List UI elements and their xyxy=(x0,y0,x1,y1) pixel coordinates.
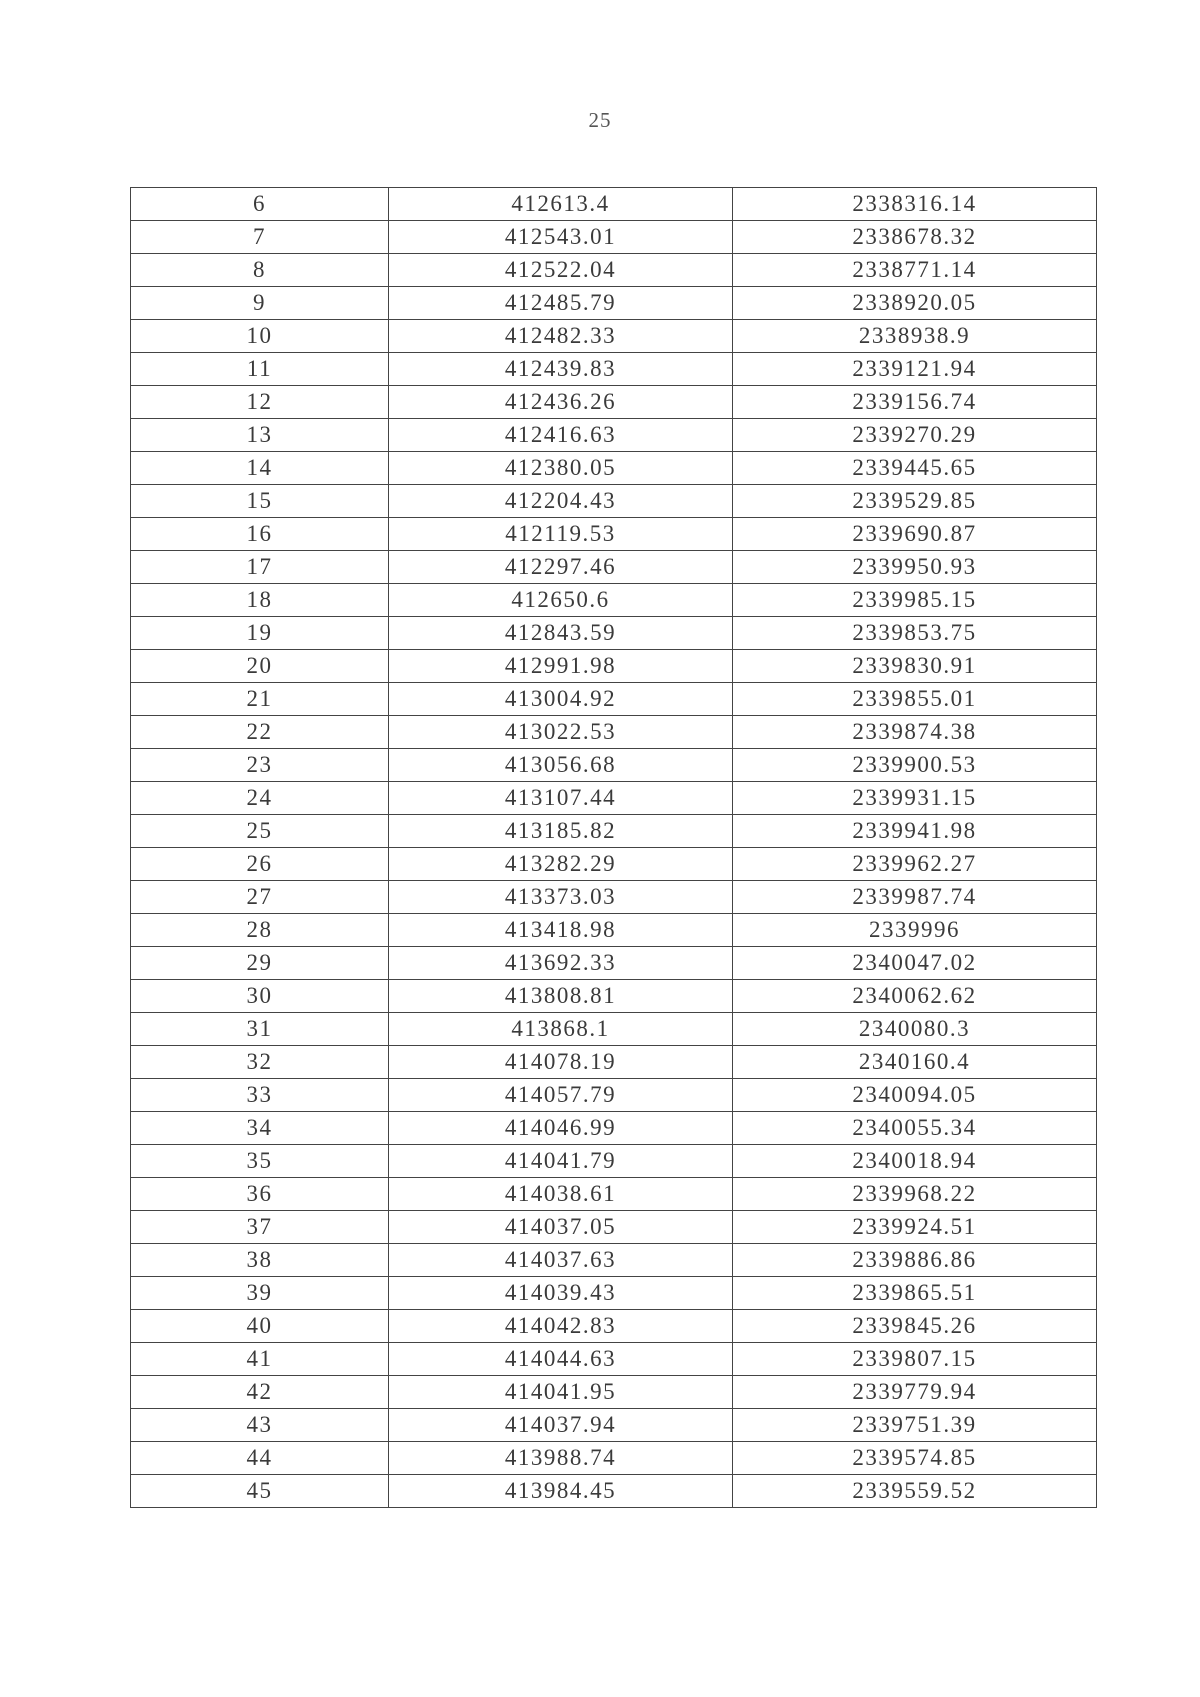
x-coordinate-cell: 414041.95 xyxy=(389,1376,733,1409)
table-row xyxy=(131,353,1097,386)
table-row xyxy=(131,1343,1097,1376)
y-coordinate-cell: 2339559.52 xyxy=(733,1475,1097,1508)
x-coordinate-cell: 413692.33 xyxy=(389,947,733,980)
table-row xyxy=(131,419,1097,452)
table-row xyxy=(131,716,1097,749)
table-row xyxy=(131,1310,1097,1343)
table-row xyxy=(131,617,1097,650)
point-number-cell: 36 xyxy=(131,1178,389,1211)
table-row xyxy=(131,518,1097,551)
point-number-cell: 28 xyxy=(131,914,389,947)
x-coordinate-cell: 414038.61 xyxy=(389,1178,733,1211)
point-number-cell: 8 xyxy=(131,254,389,287)
y-coordinate-cell: 2339950.93 xyxy=(733,551,1097,584)
x-coordinate-cell: 412119.53 xyxy=(389,518,733,551)
y-coordinate-cell: 2339931.15 xyxy=(733,782,1097,815)
y-coordinate-cell: 2339751.39 xyxy=(733,1409,1097,1442)
x-coordinate-cell: 412991.98 xyxy=(389,650,733,683)
point-number-cell: 25 xyxy=(131,815,389,848)
y-coordinate-cell: 2339156.74 xyxy=(733,386,1097,419)
point-number-cell: 18 xyxy=(131,584,389,617)
x-coordinate-cell: 412522.04 xyxy=(389,254,733,287)
y-coordinate-cell: 2339987.74 xyxy=(733,881,1097,914)
point-number-cell: 10 xyxy=(131,320,389,353)
point-number-cell: 37 xyxy=(131,1211,389,1244)
point-number-cell: 16 xyxy=(131,518,389,551)
point-number-cell: 22 xyxy=(131,716,389,749)
x-coordinate-cell: 412543.01 xyxy=(389,221,733,254)
x-coordinate-cell: 412380.05 xyxy=(389,452,733,485)
y-coordinate-cell: 2339270.29 xyxy=(733,419,1097,452)
y-coordinate-cell: 2339886.86 xyxy=(733,1244,1097,1277)
table-row xyxy=(131,1376,1097,1409)
table-row xyxy=(131,485,1097,518)
x-coordinate-cell: 413107.44 xyxy=(389,782,733,815)
x-coordinate-cell: 412416.63 xyxy=(389,419,733,452)
point-number-cell: 6 xyxy=(131,188,389,221)
x-coordinate-cell: 413988.74 xyxy=(389,1442,733,1475)
table-row xyxy=(131,254,1097,287)
point-number-cell: 17 xyxy=(131,551,389,584)
point-number-cell: 26 xyxy=(131,848,389,881)
x-coordinate-cell: 412613.4 xyxy=(389,188,733,221)
x-coordinate-cell: 414044.63 xyxy=(389,1343,733,1376)
y-coordinate-cell: 2339529.85 xyxy=(733,485,1097,518)
point-number-cell: 23 xyxy=(131,749,389,782)
x-coordinate-cell: 412297.46 xyxy=(389,551,733,584)
point-number-cell: 45 xyxy=(131,1475,389,1508)
point-number-cell: 30 xyxy=(131,980,389,1013)
table-row xyxy=(131,1475,1097,1508)
table-row xyxy=(131,320,1097,353)
table-row xyxy=(131,914,1097,947)
y-coordinate-cell: 2339900.53 xyxy=(733,749,1097,782)
table-row xyxy=(131,221,1097,254)
y-coordinate-cell: 2339445.65 xyxy=(733,452,1097,485)
table-row xyxy=(131,947,1097,980)
point-number-cell: 32 xyxy=(131,1046,389,1079)
x-coordinate-cell: 414037.63 xyxy=(389,1244,733,1277)
y-coordinate-cell: 2339985.15 xyxy=(733,584,1097,617)
point-number-cell: 19 xyxy=(131,617,389,650)
y-coordinate-cell: 2339807.15 xyxy=(733,1343,1097,1376)
y-coordinate-cell: 2340062.62 xyxy=(733,980,1097,1013)
x-coordinate-cell: 414039.43 xyxy=(389,1277,733,1310)
y-coordinate-cell: 2339690.87 xyxy=(733,518,1097,551)
point-number-cell: 20 xyxy=(131,650,389,683)
table-row xyxy=(131,782,1097,815)
table-row xyxy=(131,1409,1097,1442)
y-coordinate-cell: 2339996 xyxy=(733,914,1097,947)
table-row xyxy=(131,1211,1097,1244)
y-coordinate-cell: 2339845.26 xyxy=(733,1310,1097,1343)
x-coordinate-cell: 414057.79 xyxy=(389,1079,733,1112)
y-coordinate-cell: 2339855.01 xyxy=(733,683,1097,716)
table-row xyxy=(131,551,1097,584)
point-number-cell: 40 xyxy=(131,1310,389,1343)
table-row xyxy=(131,386,1097,419)
x-coordinate-cell: 414041.79 xyxy=(389,1145,733,1178)
point-number-cell: 39 xyxy=(131,1277,389,1310)
point-number-cell: 14 xyxy=(131,452,389,485)
x-coordinate-cell: 413022.53 xyxy=(389,716,733,749)
y-coordinate-cell: 2339941.98 xyxy=(733,815,1097,848)
y-coordinate-cell: 2339779.94 xyxy=(733,1376,1097,1409)
y-coordinate-cell: 2340080.3 xyxy=(733,1013,1097,1046)
x-coordinate-cell: 413373.03 xyxy=(389,881,733,914)
y-coordinate-cell: 2339962.27 xyxy=(733,848,1097,881)
table-row xyxy=(131,1442,1097,1475)
table-row xyxy=(131,452,1097,485)
y-coordinate-cell: 2339830.91 xyxy=(733,650,1097,683)
point-number-cell: 9 xyxy=(131,287,389,320)
table-row xyxy=(131,1277,1097,1310)
x-coordinate-cell: 413056.68 xyxy=(389,749,733,782)
y-coordinate-cell: 2340018.94 xyxy=(733,1145,1097,1178)
table-row xyxy=(131,1178,1097,1211)
y-coordinate-cell: 2340160.4 xyxy=(733,1046,1097,1079)
point-number-cell: 15 xyxy=(131,485,389,518)
point-number-cell: 29 xyxy=(131,947,389,980)
x-coordinate-cell: 414042.83 xyxy=(389,1310,733,1343)
y-coordinate-cell: 2338920.05 xyxy=(733,287,1097,320)
point-number-cell: 34 xyxy=(131,1112,389,1145)
point-number-cell: 38 xyxy=(131,1244,389,1277)
point-number-cell: 21 xyxy=(131,683,389,716)
y-coordinate-cell: 2339865.51 xyxy=(733,1277,1097,1310)
y-coordinate-cell: 2339874.38 xyxy=(733,716,1097,749)
table-row xyxy=(131,1112,1097,1145)
x-coordinate-cell: 413984.45 xyxy=(389,1475,733,1508)
x-coordinate-cell: 414037.05 xyxy=(389,1211,733,1244)
y-coordinate-cell: 2340047.02 xyxy=(733,947,1097,980)
x-coordinate-cell: 412482.33 xyxy=(389,320,733,353)
y-coordinate-cell: 2339574.85 xyxy=(733,1442,1097,1475)
table-row xyxy=(131,584,1097,617)
coordinate-table-body xyxy=(131,188,1097,1508)
table-row xyxy=(131,188,1097,221)
table-row xyxy=(131,1145,1097,1178)
x-coordinate-cell: 412485.79 xyxy=(389,287,733,320)
y-coordinate-cell: 2340094.05 xyxy=(733,1079,1097,1112)
point-number-cell: 24 xyxy=(131,782,389,815)
table-row xyxy=(131,287,1097,320)
point-number-cell: 7 xyxy=(131,221,389,254)
x-coordinate-cell: 412436.26 xyxy=(389,386,733,419)
point-number-cell: 31 xyxy=(131,1013,389,1046)
point-number-cell: 41 xyxy=(131,1343,389,1376)
y-coordinate-cell: 2338938.9 xyxy=(733,320,1097,353)
table-row xyxy=(131,1079,1097,1112)
x-coordinate-cell: 413185.82 xyxy=(389,815,733,848)
y-coordinate-cell: 2338678.32 xyxy=(733,221,1097,254)
x-coordinate-cell: 414046.99 xyxy=(389,1112,733,1145)
x-coordinate-cell: 414078.19 xyxy=(389,1046,733,1079)
table-row xyxy=(131,1046,1097,1079)
y-coordinate-cell: 2339968.22 xyxy=(733,1178,1097,1211)
x-coordinate-cell: 413282.29 xyxy=(389,848,733,881)
y-coordinate-cell: 2339121.94 xyxy=(733,353,1097,386)
coordinate-table xyxy=(130,187,1097,1508)
x-coordinate-cell: 412843.59 xyxy=(389,617,733,650)
y-coordinate-cell: 2340055.34 xyxy=(733,1112,1097,1145)
x-coordinate-cell: 413418.98 xyxy=(389,914,733,947)
point-number-cell: 12 xyxy=(131,386,389,419)
table-row xyxy=(131,1244,1097,1277)
y-coordinate-cell: 2338771.14 xyxy=(733,254,1097,287)
point-number-cell: 43 xyxy=(131,1409,389,1442)
y-coordinate-cell: 2339853.75 xyxy=(733,617,1097,650)
table-row xyxy=(131,749,1097,782)
y-coordinate-cell: 2339924.51 xyxy=(733,1211,1097,1244)
x-coordinate-cell: 412650.6 xyxy=(389,584,733,617)
point-number-cell: 44 xyxy=(131,1442,389,1475)
point-number-cell: 27 xyxy=(131,881,389,914)
table-row xyxy=(131,848,1097,881)
y-coordinate-cell: 2338316.14 xyxy=(733,188,1097,221)
point-number-cell: 33 xyxy=(131,1079,389,1112)
table-row xyxy=(131,1013,1097,1046)
x-coordinate-cell: 412204.43 xyxy=(389,485,733,518)
point-number-cell: 13 xyxy=(131,419,389,452)
point-number-cell: 42 xyxy=(131,1376,389,1409)
x-coordinate-cell: 413868.1 xyxy=(389,1013,733,1046)
table-row xyxy=(131,683,1097,716)
point-number-cell: 35 xyxy=(131,1145,389,1178)
page-number: 25 xyxy=(588,108,612,132)
x-coordinate-cell: 412439.83 xyxy=(389,353,733,386)
table-row xyxy=(131,980,1097,1013)
x-coordinate-cell: 414037.94 xyxy=(389,1409,733,1442)
table-row xyxy=(131,650,1097,683)
table-row xyxy=(131,881,1097,914)
table-row xyxy=(131,815,1097,848)
x-coordinate-cell: 413808.81 xyxy=(389,980,733,1013)
point-number-cell: 11 xyxy=(131,353,389,386)
x-coordinate-cell: 413004.92 xyxy=(389,683,733,716)
